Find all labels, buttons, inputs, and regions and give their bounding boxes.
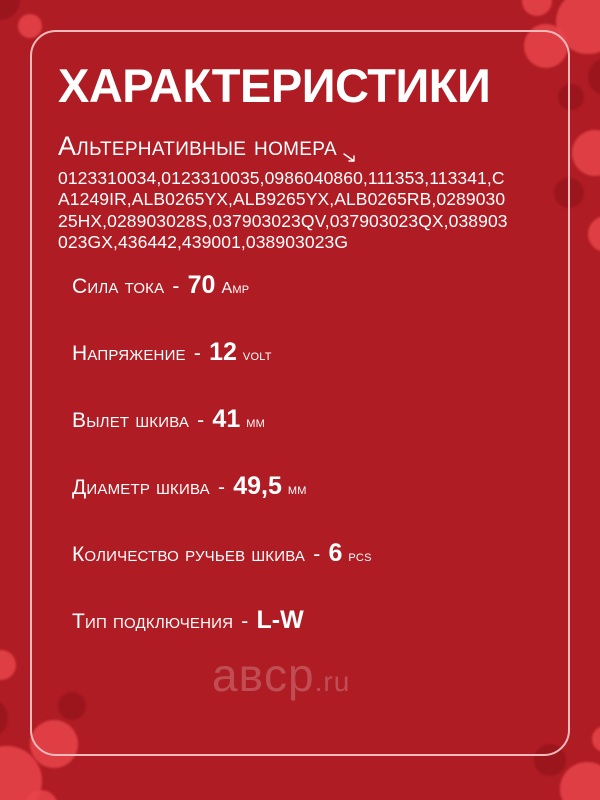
spec-value: 70 xyxy=(187,271,216,300)
spec-unit: мм xyxy=(246,414,266,432)
spec-dash: - xyxy=(172,275,180,299)
spec-unit: volt xyxy=(242,347,272,365)
spec-value: L-W xyxy=(256,606,304,635)
spec-row xyxy=(72,606,536,635)
spec-dash: - xyxy=(241,610,249,634)
spec-dash: - xyxy=(197,409,205,433)
alternative-numbers-label: Альтернативные номера xyxy=(58,131,337,161)
alternative-numbers-heading xyxy=(58,131,536,162)
spec-row xyxy=(72,472,536,501)
spec-label: Тип подключения xyxy=(72,610,234,634)
poster-content xyxy=(44,40,556,756)
spec-row xyxy=(72,539,536,568)
spec-row xyxy=(72,405,536,434)
alternative-numbers-value: 0123310034,0123310035,0986040860,111353,113341,CA1249IR,ALB0265YX,ALB9265YX,ALB0265RB,028903025HX,028903028S,037903023QV,037903023QX,038903023GX,436442,439001,038903023G xyxy=(58,168,508,253)
spec-dash: - xyxy=(217,476,226,500)
spec-row xyxy=(72,338,536,367)
watermark-suffix: .ru xyxy=(314,666,351,697)
spec-value: 12 xyxy=(209,338,237,367)
spec-dash: - xyxy=(193,342,202,366)
spec-label: Количество ручьев шкива xyxy=(72,543,306,567)
spec-value: 6 xyxy=(328,539,343,568)
page-title: ХАРАКТЕРИСТИКИ xyxy=(58,59,491,112)
arrow-icon xyxy=(343,142,357,156)
spec-label: Диаметр шкива xyxy=(72,476,210,500)
spec-value: 49,5 xyxy=(233,472,282,501)
spec-dash: - xyxy=(313,543,321,567)
spec-label: Сила тока xyxy=(72,275,165,299)
spec-unit: Amp xyxy=(221,280,250,298)
spec-value: 41 xyxy=(212,405,241,434)
spec-unit: мм xyxy=(287,481,307,499)
specification-list xyxy=(58,271,536,635)
spec-unit: pcs xyxy=(348,548,372,566)
spec-row xyxy=(72,271,536,300)
spec-label: Вылет шкива xyxy=(72,409,190,433)
watermark-text: aвcp xyxy=(212,649,315,701)
spec-label: Напряжение xyxy=(72,342,186,366)
